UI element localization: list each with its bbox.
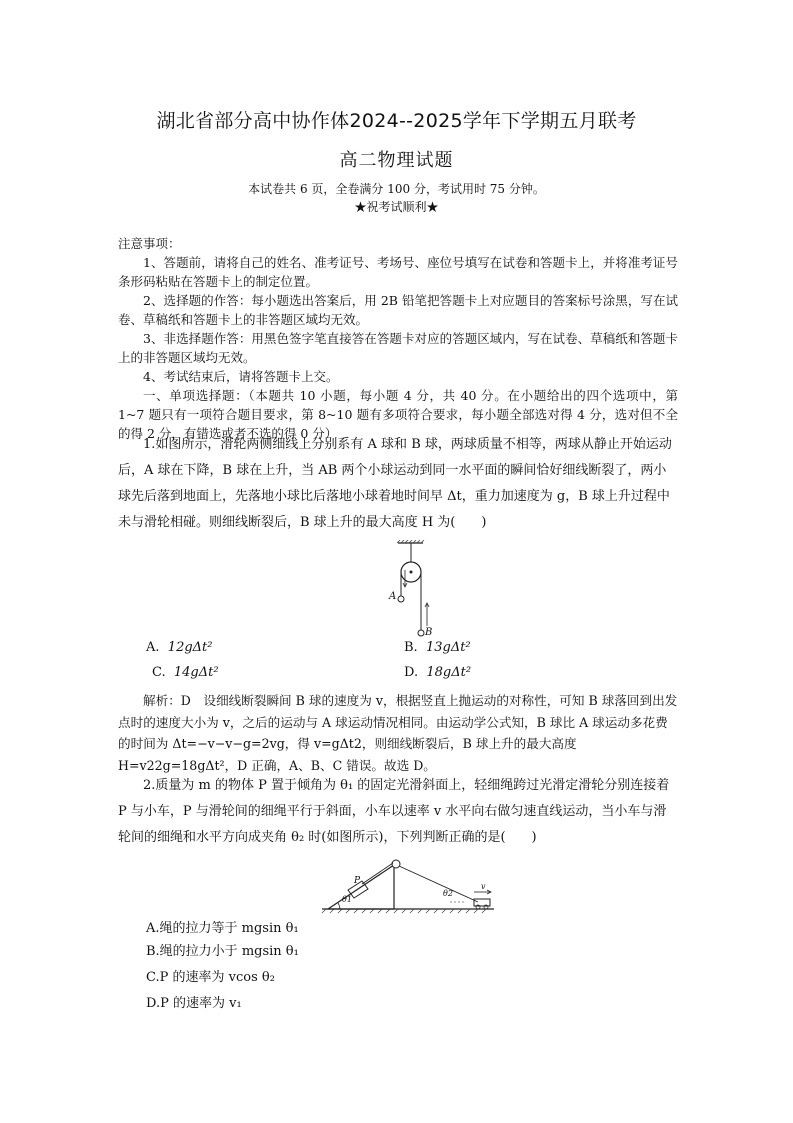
q1-option-b: B. 13gΔt² — [404, 640, 471, 655]
note-4: 4、考试结束后，请将答题卡上交。 — [143, 369, 339, 384]
q2-option-a: A.绳的拉力等于 mgsin θ₁ — [146, 921, 299, 936]
note-2: 2、选择题的作答：每小题选出答案后，用 2B 铅笔把答题卡上对应题目的答案标号涂黑，写在试卷、草稿纸和答题卡上的非答题区域均无效。 — [118, 293, 678, 327]
exam-wish: ★祝考试顺利★ — [354, 200, 439, 214]
question-2-stem: 2.质量为 m 的物体 P 置于倾角为 θ₁ 的固定光滑斜面上，轻细绳跨过光滑定滑轮分别连接着 P 与小车，P 与滑轮间的细绳平行于斜面，小车以速率 v 水平向右做匀速直线运动，当小车与滑轮间的细绳和水平方向成夹角 θ₂ 时(如图所示)，下列判断正确的是( ) — [118, 778, 670, 845]
exam-title: 湖北省部分高中协作体2024--2025学年下学期五月联考 — [156, 110, 637, 132]
q1-option-a: A. 12gΔt² — [146, 640, 213, 655]
figure-label-a: A — [389, 591, 397, 602]
figure-label-theta1: θ1 — [342, 895, 352, 904]
notes-heading: 注意事项： — [118, 236, 181, 251]
figure-label-p: P — [354, 876, 361, 886]
q2-option-b: B.绳的拉力小于 mgsin θ₁ — [146, 944, 299, 959]
q1-option-d: D. 18gΔt² — [404, 665, 472, 680]
figure-label-theta2: θ2 — [443, 889, 453, 898]
figure-label-v: v — [481, 882, 486, 891]
note-3: 3、非选择题作答：用黑色签字笔直接答在答题卡对应的答题区域内，写在试卷、草稿纸和答题卡上的非答题区域均无效。 — [118, 331, 678, 365]
q2-option-c: C.P 的速率为 vcos θ₂ — [146, 970, 275, 985]
q1-option-c: C. 14gΔt² — [152, 665, 219, 680]
figure-label-b: B — [425, 627, 433, 638]
section-1-intro: 一、单项选择题：（本题共 10 小题，每小题 4 分，共 40 分。在小题给出的四个选项中，第 1~7 题只有一项符合题目要求，第 8~10 题有多项符合要求，每小题全部选对得 4 分，选对但不全的得 2 分，有错选或者不选的得 0 分） — [118, 388, 678, 441]
q1-analysis: 解析：D 设细线断裂瞬间 B 球的速度为 v，根据竖直上抛运动的对称性，可知 B 球落回到出发点时的速度大小为 v，之后的运动与 A 球运动情况相同。由运动学公式知，B 球比 A 球运动多花费的时间为 Δt=−v−v−g=2vg，得 v=gΔt2，则细线断裂后，B 球上升的最大高度 H=v22g=18gΔt²，D 正确，A、B、C 错误。故选 D。 — [118, 693, 678, 773]
notes-block — [118, 234, 678, 443]
pulley-figure — [383, 540, 443, 640]
incline-figure — [318, 855, 498, 915]
exam-subtitle: 高二物理试题 — [339, 150, 454, 171]
q2-option-d: D.P 的速率为 v₁ — [146, 996, 242, 1011]
exam-info: 本试卷共 6 页，全卷满分 100 分，考试用时 75 分钟。 — [248, 182, 545, 196]
question-1-stem: 1.如图所示，滑轮两侧细线上分别系有 A 球和 B 球，两球质量不相等，两球从静止开始运动后，A 球在下降，B 球在上升，当 AB 两个小球运动到同一水平面的瞬间恰好细线断裂了，两小球先后落到地面上，先落地小球比后落地小球着地时间早 Δt，重力加速度为 g，B 球上升过程中未与滑轮相碰。则细线断裂后，B 球上升的最大高度 H 为( ) — [118, 437, 672, 530]
note-1: 1、答题前，请将自己的姓名、准考证号、考场号、座位号填写在试卷和答题卡上，并将准考证号条形码粘贴在答题卡上的制定位置。 — [118, 255, 678, 289]
